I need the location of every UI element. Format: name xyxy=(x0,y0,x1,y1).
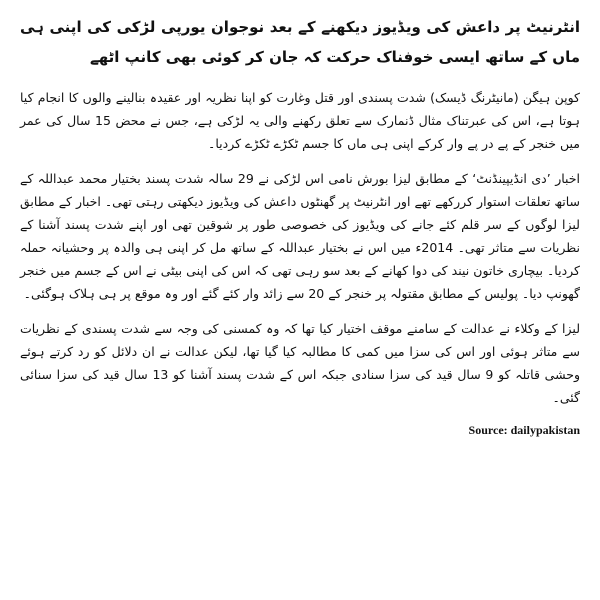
article-paragraph-intro: کوپن ہیگن (مانیٹرنگ ڈیسک) شدت پسندی اور قتل وغارت کو اپنا نظریہ اور عقیدہ بنالینے والوں کا انجام کیا ہوتا ہے، اس کی عبرتناک مثال ڈنمارک سے تعلق رکھنے والی یہ لڑکی ہے، جس نے محض 15 سال کی عمر میں خنجر کے پے در پے وار کرکے اپنی ہی ماں کا جسم ٹکڑے ٹکڑے کردیا۔ xyxy=(20,90,580,151)
article-source: Source: dailypakistan xyxy=(468,423,580,437)
article-paragraph-verdict: لیزا کے وکلاء نے عدالت کے سامنے موقف اختیار کیا تھا کہ وہ کمسنی کی وجہ سے شدت پسندی کے نظریات سے متاثر ہوئی اور اس کی سزا میں کمی کا مطالبہ کیا گیا تھا، لیکن عدالت نے ان دلائل کو رد کرتے ہوئے وحشی قاتلہ کو 9 سال قید کی سزا سنادی جبکہ اس کے شدت پسند آشنا کو 13 سال قید کی سزا سنائی گئی۔ xyxy=(20,321,580,405)
article-title: انٹرنیٹ پر داعش کی ویڈیوز دیکھنے کے بعد نوجوان یورپی لڑکی کی اپنی ہی ماں کے ساتھ ایسی خوفناک حرکت کہ جان کر کوئی بھی کانپ اٹھے xyxy=(20,18,580,66)
article-paragraph-details: اخبار ’دی انڈیپینڈنٹ‘ کے مطابق لیزا بورش نامی اس لڑکی نے 29 سالہ شدت پسند بختیار محمد عبداللہ کے ساتھ تعلقات استوار کررکھے تھے اور انٹرنیٹ پر گھنٹوں داعش کی ویڈیوز دیکھتی رہتی تھی۔ اخبار کے مطابق لیزا لوگوں کے سر قلم کئے جانے کی ویڈیوز کی خصوصی طور پر شوقین تھی اور اپنے شدت پسند آشنا کے نظریات سے متاثر تھی۔ 2014ء میں اس نے بختیار عبداللہ کے ساتھ مل کر اپنی ہی والدہ پر وحشیانہ حملہ کردیا۔ بیچاری خاتون نیند کی دوا کھانے کے بعد سو رہی تھی کہ اس کی اپنی بیٹی نے اس کے جسم میں خنجر گھونپ دیا۔ پولیس کے مطابق مقتولہ پر خنجر کے 20 سے زائد وار کئے گئے اور وہ موقع پر ہی ہلاک ہوگئی۔ xyxy=(20,171,581,301)
